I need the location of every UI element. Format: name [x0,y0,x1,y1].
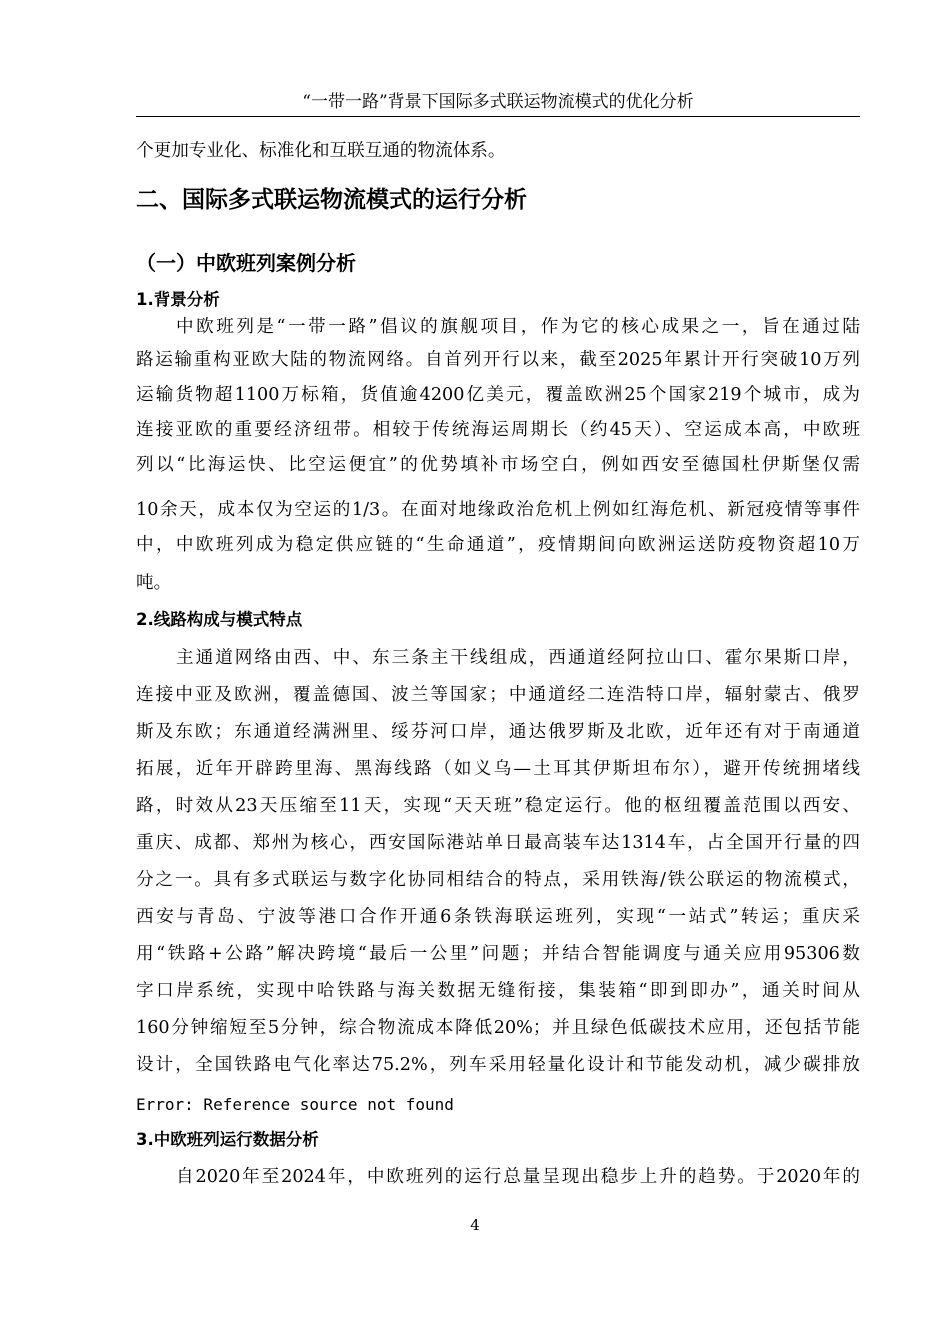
paragraph-line: 吨。 [136,573,172,593]
section-title: 二、国际多式联运物流模式的运行分析 [136,187,527,213]
paragraph-line: 列以“比海运快、比空运便宜”的优势填补市场空白，例如西安至德国杜伊斯堡仅需 [136,455,860,475]
reference-error: Error: Reference source not found [136,1095,454,1114]
paragraph-line: 设计，全国铁路电气化率达75.2%，列车采用轻量化设计和节能发动机，减少碳排放 [136,1055,860,1075]
paragraph-line: 连接中亚及欧洲，覆盖德国、波兰等国家；中通道经二连浩特口岸，辐射蒙古、俄罗 [136,685,860,705]
subsection-title: （一）中欧班列案例分析 [136,251,356,275]
paragraph-line: 斯及东欧；东通道经满洲里、绥芬河口岸，通达俄罗斯及北欧，近年还有对于南通道 [136,722,860,742]
header-rule [136,116,860,117]
paragraph-line: 拓展，近年开辟跨里海、黑海线路（如义乌—土耳其伊斯坦布尔），避开传统拥堵线 [136,759,860,779]
paragraph-line: 主通道网络由西、中、东三条主干线组成，西通道经阿拉山口、霍尔果斯口岸， [176,648,860,668]
paragraph-line: 中欧班列是“一带一路”倡议的旗舰项目，作为它的核心成果之一，旨在通过陆 [176,317,860,337]
paragraph-line: 10余天，成本仅为空运的1/3。在面对地缘政治危机上例如红海危机、新冠疫情等事件 [136,500,860,520]
paragraph-line: 连接亚欧的重要经济纽带。相较于传统海运周期长（约45天）、空运成本高，中欧班 [136,420,860,440]
carry-over-line: 个更加专业化、标准化和互联互通的物流体系。 [136,141,506,161]
paragraph-line: 路运输重构亚欧大陆的物流网络。自首列开行以来，截至2025年累计开行突破10万列 [136,350,860,370]
paragraph-line: 运输货物超1100万标箱，货值逾4200亿美元，覆盖欧洲25个国家219个城市，成为 [136,385,860,405]
heading-routes: 2.线路构成与模式特点 [136,610,303,629]
paragraph-line: 分之一。具有多式联运与数字化协同相结合的特点，采用铁海/铁公联运的物流模式， [136,870,860,890]
paragraph-line: 西安与青岛、宁波等港口合作开通6条铁海联运班列，实现“一站式”转运；重庆采 [136,907,860,927]
paragraph-line: 自2020年至2024年，中欧班列的运行总量呈现出稳步上升的趋势。于2020年的 [176,1167,860,1187]
paragraph-line: 字口岸系统，实现中哈铁路与海关数据无缝衔接，集装箱“即到即办”，通关时间从 [136,981,860,1001]
page-number: 4 [470,1216,480,1234]
heading-background: 1.背景分析 [136,290,220,309]
running-header: “一带一路”背景下国际多式联运物流模式的优化分析 [302,92,694,112]
paragraph-line: 160分钟缩短至5分钟，综合物流成本降低20%；并且绿色低碳技术应用，还包括节能 [136,1018,860,1038]
paragraph-line: 重庆、成都、郑州为核心，西安国际港站单日最高装车达1314车，占全国开行量的四 [136,833,860,853]
heading-data-analysis: 3.中欧班列运行数据分析 [136,1130,319,1149]
paragraph-line: 中，中欧班列成为稳定供应链的“生命通道”，疫情期间向欧洲运送防疫物资超10万 [136,535,860,555]
paragraph-line: 路，时效从23天压缩至11天，实现“天天班”稳定运行。他的枢纽覆盖范围以西安、 [136,796,860,816]
paragraph-line: 用“铁路+公路”解决跨境“最后一公里”问题；并结合智能调度与通关应用95306数 [136,944,860,964]
